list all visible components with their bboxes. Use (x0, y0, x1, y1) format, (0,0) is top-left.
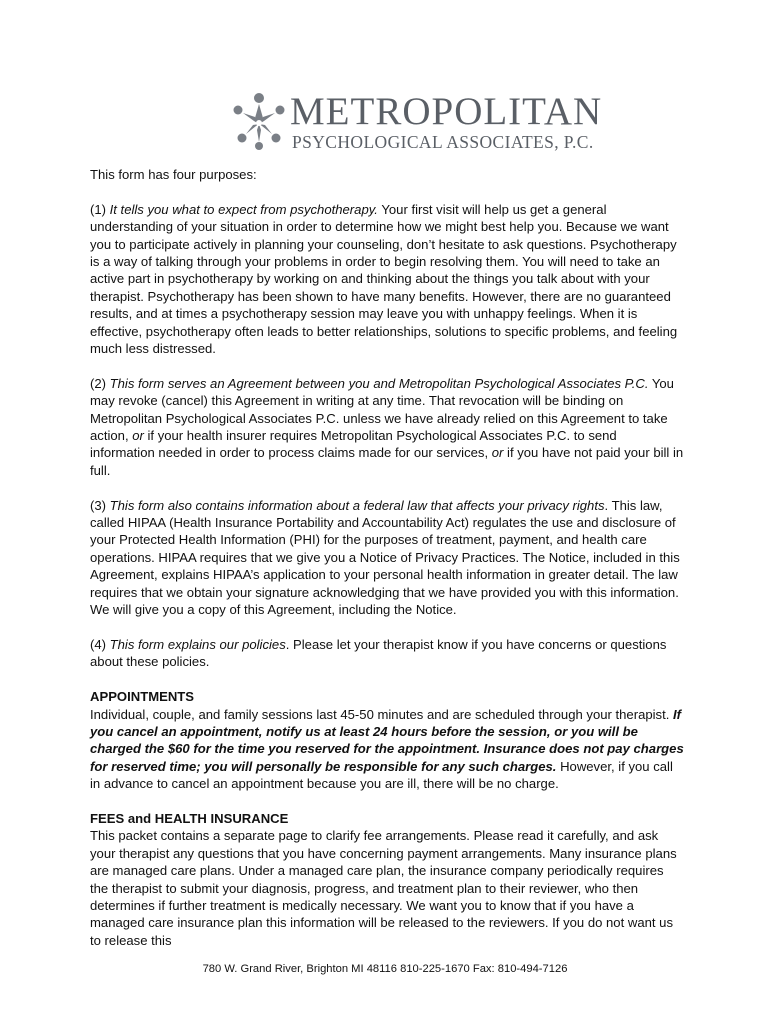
logo-subtitle: PSYCHOLOGICAL ASSOCIATES, P.C. (292, 132, 594, 152)
purpose-4: (4) This form explains our policies. Please let your therapist know if you have concerns or questions about these policies. (90, 636, 667, 670)
intro-line: This form has four purposes: (90, 167, 257, 182)
footer-address: 780 W. Grand River, Brighton MI 48116 810-225-1670 Fax: 810-494-7126 (202, 963, 568, 975)
appointments-section: APPOINTMENTS Individual, couple, and family sessions last 45-50 minutes and are scheduled through your therapist. If you cancel an appointment, notify us at least 24 hours before the session, or you will be charged the $60 for the time you reserved for the appointment. Insurance does not pay charges for reserved time; you will personally be responsible for any such charges. However, if you call in advance to cancel an appointment because you are ill, there will be no charge. (90, 689, 684, 792)
company-logo (228, 90, 603, 152)
logo-name: METROPOLITAN (290, 90, 603, 133)
appointments-heading: APPOINTMENTS (90, 689, 195, 705)
fees-heading: FEES and HEALTH INSURANCE (90, 810, 289, 826)
document-body (90, 166, 684, 967)
purpose-3-lead: This form also contains information about a federal law that affects your privacy rights (109, 497, 605, 513)
purpose-3: (3) This form also contains information about a federal law that affects your privacy rights. This law, called HIPAA (Health Insurance Portability and Accountability Act) regulates the use and disclosure of your Protected Health Information (PHI) for the purposes of treatment, payment, and health care operations. HIPAA requires that we give you a Notice of Privacy Practices. The Notice, included in this Agreement, explains HIPAA’s application to your personal health information in greater detail. The law requires that we obtain your signature acknowledging that we have provided you with this information. We will give you a copy of this Agreement, including the Notice. (90, 497, 680, 618)
star-figures-icon (228, 90, 290, 152)
fees-section: FEES and HEALTH INSURANCE This packet contains a separate page to clarify fee arrangements. Please read it carefully, and ask your therapist any questions that you have concerning payment arrangements. Many insurance plans are managed care plans. Under a managed care plan, the insurance company periodically requires the therapist to submit your diagnosis, progress, and treatment plan to their reviewer, who then determines if further treatment is medically necessary. We want you to know that if you have a managed care insurance plan this information will be released to the reviewers. If you do not want us to release this (90, 810, 684, 949)
purpose-1-lead: It tells you what to expect from psychotherapy. (109, 201, 378, 217)
purpose-4-lead: This form explains our policies (109, 636, 286, 652)
purpose-2: (2) This form serves an Agreement between you and Metropolitan Psychological Associates P.C. You may revoke (cancel) this Agreement in writing at any time. That revocation will be binding on Metropolitan Psychological Associates P.C. unless we have already relied on this Agreement to take action, or if your health insurer requires Metropolitan Psychological Associates P.C. to send information needed in order to process claims made for our services, or if you have not paid your bill in full. (90, 375, 684, 478)
cancellation-policy: If you cancel an appointment, notify us at least 24 hours before the session, or you will be charged the $60 for the time you reserved for the appointment. Insurance does not pay charges for reserved time; you will personally be responsible for any such charges. (90, 706, 684, 774)
purpose-1: (1) It tells you what to expect from psychotherapy. Your first visit will help us get a general understanding of your situation in order to determine how we might best help you. Because we want you to participate actively in planning your counseling, don’t hesitate to ask questions. Psychotherapy is a way of talking through your problems in order to begin resolving them. You will need to take an active part in psychotherapy by working on and thinking about the things you talk about with your therapist. Psychotherapy has been shown to have many benefits. However, there are no guaranteed results, and at times a psychotherapy session may leave you with unhappy feelings. When it is effective, psychotherapy often leads to better relationships, solutions to specific problems, and feeling much less distressed. (90, 201, 678, 357)
purpose-2-lead: This form serves an Agreement between you and Metropolitan Psychological Associates P.C. (109, 375, 649, 391)
